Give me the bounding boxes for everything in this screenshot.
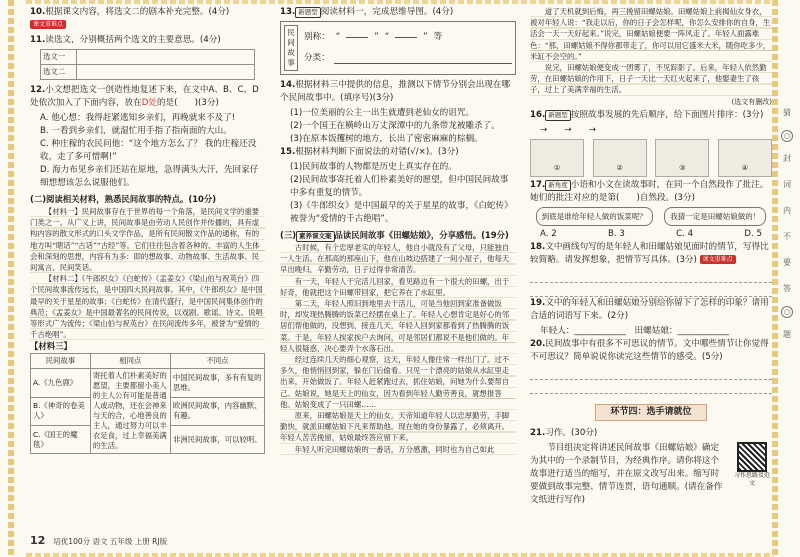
material-1: 【材料一】民间故事存在于世界的每一个角落，是民间文学的重要门类之一。从广义上讲，民间故事是由劳动人民创作并传播的，具有虚构内容的散文形式的口头文学作品，是所有民间散文作品的通称，有的地方叫“瞎话”“古话”“古经”等。它们往往包含着各种的、丰富的人生体会和深刻的思想，内容有为多：即的想故事、动物故事、生活故事、民间寓言、民间笑话。 <box>30 206 265 273</box>
table-cell-name: C.《国王的魔毯》 <box>31 426 91 454</box>
table-cell-diff: 中国民间故事，多有有复的思维。 <box>170 369 264 397</box>
q16-images <box>530 139 772 177</box>
question-17: 17. 新角度 小语和小文在读故事时，在同一个自然段作了批注。她们的批注对应的是第( )自然段。(3分) <box>530 179 769 203</box>
bottom-wavy-border <box>26 553 774 557</box>
material-3-title: 【材料三】 <box>30 341 72 352</box>
q15-item[interactable]: (1)民间故事的人物都是历史上真实存在的。 <box>290 162 457 172</box>
page-number: 12 <box>30 534 46 547</box>
mind-map-root: 民间故事 <box>284 25 298 71</box>
answer-line[interactable] <box>530 366 772 380</box>
answer-cell[interactable] <box>77 65 255 80</box>
story-paragraph: 古时候，有个忠厚老实的年轻人，他自小就没有了父母，只能独自一人生活。在那高的那座山下，他在山坡边搭建了一间小屋子，他每天早出晚归，辛勤劳动，日子过得非常清苦。 <box>280 242 516 276</box>
q17-option-a[interactable]: A. 2 <box>540 228 557 239</box>
table-cell-name: B.《神奇的卷美人》 <box>31 397 91 425</box>
story-paragraph: 第二天，年轻人照旧到地里去干活儿，可是当他回到家准备做饭时，却发现热腾腾的饭菜已经摆在桌上了。年轻人心想肯定是好心的邻居们帮他做的，没想到，接连几天，年轻人回到家都看到了热腾腾的饭菜。于是，年轻人挨家挨户去询问，可是邻居们都说不是他们做的。年轻人很疑惑，决心要弄个水落石出。 <box>280 298 516 354</box>
q17-bubbles <box>530 207 772 226</box>
mind-map-branch-types: 分类： <box>304 52 512 65</box>
table-cell-diff: 欧洲民间故事，内容幽默、有趣。 <box>170 397 264 425</box>
q12-option-a[interactable]: A. 他心想：我得赶紧逃知乡亲们，再晚就来不及了! <box>40 113 236 123</box>
answer-line[interactable] <box>530 380 772 394</box>
binding-hole-icon: ○ <box>781 306 793 318</box>
top-wavy-border <box>26 0 774 4</box>
illustration-3: ③ <box>655 139 709 177</box>
mind-map-branch-aliases: 别称： “ ” “ ” 等 <box>304 32 443 42</box>
source-note: (选文有删改) <box>731 97 772 106</box>
story-paragraph: 年轻人听完田螺姑娘的一番话，万分感激，同时也为自己如此 <box>280 444 516 455</box>
tag-badge: 课文重难点 <box>30 20 66 29</box>
section-2-title: (二)阅读相关材料，熟悉民间故事的特点。(10分) <box>30 194 217 204</box>
mind-map <box>280 21 516 75</box>
illustration-4: ④ <box>718 139 772 177</box>
story-paragraph: 原来，田螺姑娘是天上的仙女。天帝知道年轻人以忠厚勤劳，手脚勤快，就派田螺姑娘下凡来帮助他。现在她的身份暴露了，必须离开。年轻人苦苦挽留，姑娘最终答应留下来。 <box>280 410 516 444</box>
q21-body: 节目组决定将讲述民间故事《田螺姑娘》确定为其中的一个录制节目，为经典作序。请你将这个故事进行适当的缩写，并在原文改写出来。缩写时要做到故事完整、情节连贯，语句通顺。(请在备作文纸进行写作) <box>530 442 723 505</box>
answer-line[interactable] <box>530 283 772 297</box>
material-2: 【材料二】《牛郎织女》《白蛇传》《孟姜女》《梁山伯与祝英台》四个民间故事流传远长，是中国四大民间故事。其中，《牛郎织女》是中国最早的关于星星的故事；《白蛇传》在清代盛行，是中国民间集体创作的典范；《孟姜女》是中国最著名的民间传说，以戏剧、歌谣、诗文、说唱等形式广为流传；《梁山伯与祝英台》在民间流传多年，被誉为“爱情的千古绝唱”。 <box>30 273 265 340</box>
table-cell-common: 寄托着人们朴素美好的愿望，主要都留小美人的主人公有可能是普通人或动物，还在会神来与天的合，心地善良的主人，通过努力可以丰衣足食，过上幸福美满的生活。 <box>90 369 170 454</box>
question-21: 21.习作。(30分) <box>530 427 598 438</box>
question-16: 16. 新题型 按照故事发展的先后顺序，给下面图片排序：(3分) <box>530 109 764 120</box>
question-14: 14.根据材料三中提供的信息，推测以下情节分别会出现在哪个民间故事中。(填序号)(3分) <box>280 80 511 103</box>
footer-text: 培优100分 语文 五年级 上册 RJ版 <box>53 537 168 546</box>
speech-bubble: 我猜一定是田螺姑娘做的！ <box>664 207 766 226</box>
column-left <box>30 6 265 454</box>
story-paragraph: 经过连续几天的细心观察，这天，年轻人像往常一样出门了。过不多久，他悄悄回到家，躲在门后偷看。只见一个漂亮的姑娘从水缸里走出来，开始做饭了。年轻人赶紧跑过去，抓住姑娘，问她为什么要帮自己。姑娘说，她是天上的仙女，因为看到年轻人勤劳善良，就想报答他。姑娘变成了一只田螺…… <box>280 354 516 410</box>
question-13: 13. 新题型 阅读材料一，完成思维导图。(4分) <box>280 7 454 17</box>
q11-answer-table: 选文一 选文二 <box>40 49 255 80</box>
q12-option-d[interactable]: D. 海力布见乡亲们还站在原地，急得满头大汗，先回家仔细想想该怎么说服他们。 <box>40 165 259 188</box>
q17-options <box>530 228 772 241</box>
material-3-table: 民间故事 相同点 不同点 A.《九色鹿》 寄托着人们朴素美好的愿望，主要都留小美人的主人公有可能是普通人或动物，还在会神来与天的合，心地善良的主人，通过努力可以丰衣足食，过上幸福美满的生活。 中国民间故事，多有有复的思维。 B.《神奇的卷美人》 欧洲民间故事，内容幽默、有趣。 C.《国王的魔毯》 非洲民间故事，可以较明。 <box>30 353 265 454</box>
story-paragraph: 道了天机就到后悔，再三挽留田螺姑娘。田螺姑娘上前揭仙女身衣，被对年轻人说：“我走以后，你的日子会怎样呢，你怎么安排你的自身，生活会一天一天好起来。”说完，田螺姑娘便要一阵风走了。年轻人面露难色：“那，田螺姑娘不得你都带走了，你可以用它盛米大米，随你吃多少，米缸不会空的。” <box>530 7 771 61</box>
table-cell-diff: 非洲民间故事，可以较明。 <box>170 426 264 454</box>
q16-sequence[interactable]: → → → <box>540 124 596 135</box>
story-paragraph: 有一天，年轻人干完活儿回家，看见路边有一个很大的田螺，出于好奇，他就把这个田螺带回家，把它养在了水缸里。 <box>280 276 516 298</box>
q19-blanks[interactable]: 年轻人：____________ 田螺姑娘：____________ <box>540 325 730 336</box>
right-border-decoration <box>772 0 778 557</box>
q14-item[interactable]: (1)一位美丽的公主一出生就遭到老仙女的诅咒。 <box>290 108 475 118</box>
table-cell-name: A.《九色鹿》 <box>31 369 91 397</box>
answer-line[interactable] <box>530 269 772 283</box>
speech-bubble: 到底是谁给年轻人做的饭菜呢？ <box>536 207 653 226</box>
question-12: 12.小文想把选文一创造性地复述下来，在文中A、B、C、D处依次加入了下面内容，放在D处的是( )(3分) <box>30 85 259 108</box>
answer-cell[interactable] <box>77 50 255 65</box>
question-18: 18.文中画线句写的是年轻人和田螺姑娘见面时的情节，写得比较简略。请发挥想象，把情节写具体。(3分) 课文重难点 <box>530 241 769 265</box>
question-20: 20.民间故事中有很多不可思议的情节。文中哪些情节让你觉得不可思议？简单说说你读完这些情节的感受。(5分) <box>530 338 769 362</box>
illustration-1: ① <box>530 139 584 177</box>
q17-option-d[interactable]: D. 5 <box>744 228 762 239</box>
binding-hole-icon: ○ <box>781 130 793 142</box>
q12-option-c[interactable]: C. 种庄稼的农民问他：“这个地方怎么了？ 我的庄稼还没收，走了多可惜啊!” <box>40 139 257 162</box>
qr-code-icon[interactable] <box>737 442 767 472</box>
q14-item[interactable]: (3)在原本饭攫树的地方，长出了密密麻麻的棕榈。 <box>290 134 483 144</box>
question-15: 15.根据材料判断下面说法的对错(√/×)。(3分) <box>280 147 459 157</box>
illustration-2: ② <box>593 139 647 177</box>
section-4-banner: 环节四：选手请就位 <box>530 404 772 421</box>
question-11: 11.读选文，分别概括两个选文的主要意思。(4分) <box>30 35 221 45</box>
q14-item[interactable]: (2)一个国王在横岭山万丈深潭中的九条带龙被雕杀了。 <box>290 121 500 131</box>
q17-option-b[interactable]: B. 3 <box>608 228 625 239</box>
left-border-decoration <box>8 0 14 557</box>
column-right <box>530 6 772 507</box>
qr-label: 习作思路及范文 <box>733 471 770 487</box>
q15-item[interactable]: (3)《牛郎织女》是中国最早的关于星星的故事，《白蛇传》被誉为“爱情的千古绝唱”。 <box>290 201 513 224</box>
story-paragraph: 说完，田螺姑娘便变成一团雾了，不见踪影了。后来，年轻人依然勤劳，在田螺姑娘的作用下，日子一天比一天红火起来了，他娶妻生了孩子，过上了美满幸福的生活。 <box>530 62 772 96</box>
column-middle <box>280 6 516 455</box>
question-19: 19.文中的年轻人和田螺姑娘分别给你留下了怎样的印象？请用合适的词语写下来。(2分) <box>530 297 769 321</box>
page-footer <box>30 534 167 547</box>
q12-option-b[interactable]: B. 一看到乡亲们，就湿忙用手指了指南面的大山。 <box>40 126 232 136</box>
q17-option-c[interactable]: C. 4 <box>676 228 694 239</box>
section-3-title: (三) 素养课文案 品读民间故事《田螺姑娘》，分享感悟。(19分) <box>280 230 509 240</box>
question-10: 10.根据课文内容，将选文二的剧本补充完整。(4分) 课文重难点 <box>30 7 230 28</box>
q15-item[interactable]: (2)民间故事寄托着人们朴素美好的愿望，但中国民间故事中多有重复的情节。 <box>290 175 509 198</box>
binding-margin: 猜 ○ 封 词 内 不 要 答 ○ 题 <box>783 108 791 339</box>
